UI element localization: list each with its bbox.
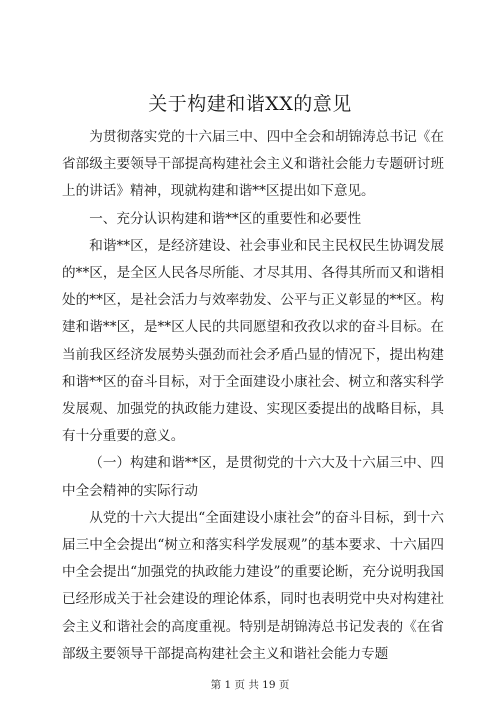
body-paragraph: 从党的十六大提出“全面建设小康社会”的奋斗目标，到十六届三中全会提出“树立和落实科学发展观”的基本要求、十六届四中全会提出“加强党的执政能力建设”的重要论断，充分说明我国已经形成关于社会建设的理论体系，同时也表明党中央对构建社会主义和谐社会的高度重视。特别是胡锦涛总书记发表的《在省部级主要领导干部提高构建社会主义和谐社会能力专题 xyxy=(62,509,444,662)
page-number-footer: 第 1 页 共 19 页 xyxy=(210,679,290,691)
subsection-heading: （一）构建和谐**区，是贯彻党的十六大及十六届三中、四中全会精神的实际行动 xyxy=(62,455,444,499)
section-heading: 一、充分认识构建和谐**区的重要性和必要性 xyxy=(89,210,362,227)
body-paragraph: 和谐**区，是经济建设、社会事业和民主民权民生协调发展的**区，是全区人民各尽所能、才尽其用、各得其所而又和谐相处的**区，是社会活力与效率勃发、公平与正义彰显的**区。构建和谐**区，是**区人民的共同愿望和孜孜以求的奋斗目标。在当前我区经济发展势头强劲而社会矛盾凸显的情况下，提出构建和谐**区的奋斗目标，对于全面建设小康社会、树立和落实科学发展观、加强党的执政能力建设、实现区委提出的战略目标，具有十分重要的意义。 xyxy=(62,237,444,445)
document-body xyxy=(62,124,444,668)
intro-paragraph: 为贯彻落实党的十六届三中、四中全会和胡锦涛总书记《在省部级主要领导干部提高构建社会主义和谐社会能力专题研讨班上的讲话》精神，现就构建和谐**区提出如下意见。 xyxy=(62,129,444,200)
document-title: 关于构建和谐XX的意见 xyxy=(148,93,352,115)
